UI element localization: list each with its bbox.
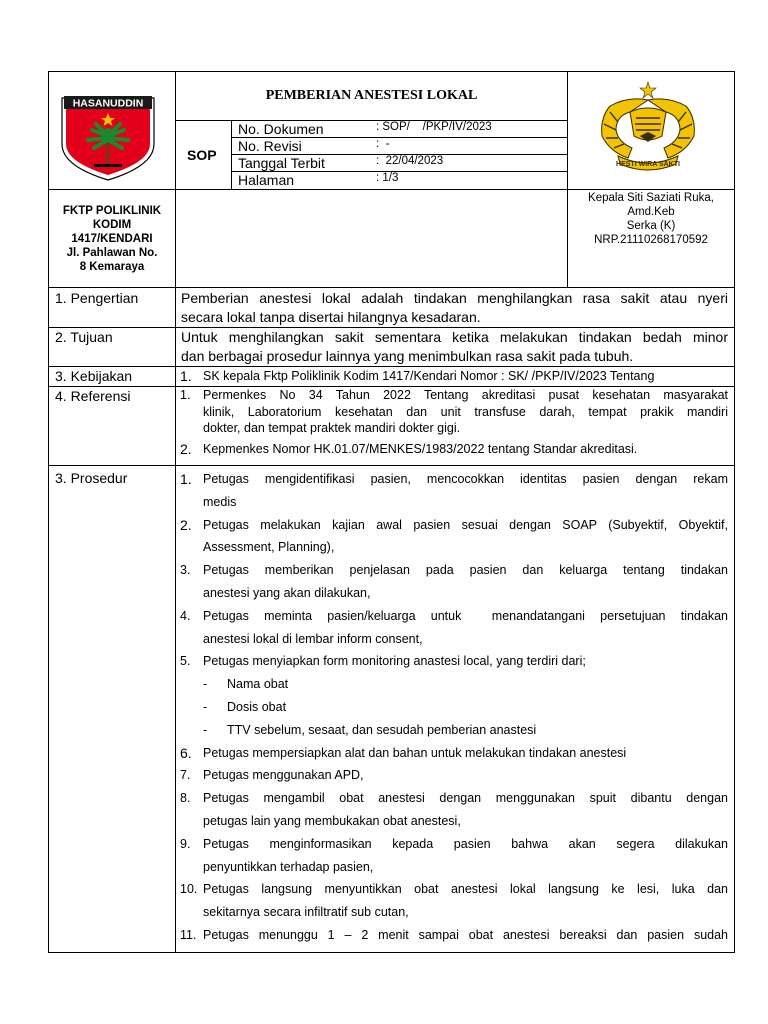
prosedur-line: Petugas mengidentifikasi pasien, mencocokkan identitas pasien dengan rekam (203, 472, 728, 486)
prosedur-line: Petugas melakukan kajian awal pasien sesuai dengan SOAP (Subyektif, Obyektif, (203, 517, 728, 532)
prosedur-line: sekitarnya secara infiltratif sub cutan, (203, 905, 409, 920)
unit-block (49, 204, 175, 274)
subitem-dash: - (203, 677, 208, 692)
subitem-text: Dosis obat (227, 699, 287, 714)
kodam-emblem-logo (588, 78, 708, 178)
prosedur-item (180, 878, 728, 924)
prosedur-line: Petugas memberikan penjelasan pada pasien dan keluarga tentang tindakan (203, 563, 728, 578)
referensi-line: Permenkes No 34 Tahun 2022 Tentang akreditasi pusat kesehatan masyarakat (203, 388, 728, 402)
prosedur-line: Petugas meminta pasien/keluarga untuk menandatangani persetujuan tindakan (203, 608, 728, 623)
prosedur-line: Petugas menyiapkan form monitoring anastesi local, yang terdiri dari; (203, 654, 586, 669)
pengertian-line: secara lokal tanpa disertai hilangnya kesadaran. (181, 309, 481, 325)
document-title: PEMBERIAN ANESTESI LOKAL (265, 88, 478, 103)
prosedur-line: Petugas mengambil obat anestesi dengan menggunakan spuit dibantu dengan (203, 791, 728, 806)
prosedur-item (180, 468, 728, 514)
sop-label: SOP (187, 147, 217, 163)
referensi-num: 1. (180, 388, 191, 402)
subitem-text: TTV sebelum, sesaat, dan sesudah pemberian anastesi (227, 722, 537, 737)
prosedur-line: Assessment, Planning), (203, 540, 335, 555)
prosedur-line: anestesi lokal di lembar inform consent, (203, 631, 423, 646)
prosedur-line: Petugas langsung menyuntikkan obat anestesi lokal langsung ke lesi, luka dan (203, 882, 728, 897)
prosedur-line: medis (203, 494, 237, 509)
prosedur-item (180, 605, 728, 651)
unit-line: 1417/KENDARI (71, 233, 153, 245)
tujuan-text (181, 328, 728, 366)
kebijakan-num: 1. (180, 368, 192, 384)
hasanuddin-logo (58, 92, 158, 182)
prosedur-line: Petugas menginformasikan kepada pasien bahwa akan segera dilakukan (203, 836, 728, 851)
prosedur-line: Petugas mempersiapkan alat dan bahan untuk melakukan tindakan anestesi (203, 745, 627, 760)
prosedur-item (180, 742, 728, 765)
subitem-dash: - (203, 699, 208, 714)
prosedur-num: 4. (180, 608, 191, 623)
tujuan-line: Untuk menghilangkan sakit sementara ketika melakukan tindakan bedah minor (181, 329, 728, 345)
prosedur-num: 10. (180, 882, 198, 897)
signer-line: NRP.21110268170592 (594, 234, 708, 246)
prosedur-line: petugas lain yang membukakan obat anestesi, (203, 813, 461, 828)
prosedur-num: 8. (180, 791, 191, 806)
prosedur-item (180, 833, 728, 879)
meta-label-halaman: Halaman (238, 172, 295, 188)
prosedur-num: 2. (180, 516, 192, 533)
prosedur-num: 11. (180, 927, 197, 942)
signer-line: Kepala Siti Saziati Ruka, (588, 192, 714, 204)
prosedur-item (180, 650, 728, 673)
pengertian-text (181, 289, 728, 327)
prosedur-num: 9. (180, 836, 191, 851)
section-label-pengertian: 1. Pengertian (55, 290, 139, 306)
pengertian-line: Pemberian anestesi lokal adalah tindakan menghilangkan rasa sakit atau nyeri (181, 290, 728, 306)
subitem-dash: - (203, 722, 208, 737)
logo-text: HASANUDDIN (72, 97, 144, 110)
prosedur-line: Petugas menunggu 1 – 2 menit sampai obat anestesi bereaksi dan pasien sudah (203, 927, 728, 942)
referensi-num: 2. (180, 441, 192, 457)
tujuan-line: dan berbagai prosedur lainnya yang menimbulkan rasa sakit pada tubuh. (181, 348, 634, 364)
section-label-referensi: 4. Referensi (55, 388, 131, 404)
signer-line: Amd.Keb (627, 206, 675, 218)
section-label-kebijakan: 3. Kebijakan (55, 368, 133, 384)
prosedur-line: Petugas menggunakan APD, (203, 768, 364, 783)
signer-line: Serka (K) (626, 220, 676, 232)
meta-label-dokumen: No. Dokumen (238, 121, 324, 137)
unit-line: Jl. Pahlawan No. (66, 247, 158, 259)
prosedur-subitem (180, 673, 728, 696)
prosedur-num: 5. (180, 654, 191, 669)
prosedur-num: 1. (180, 471, 192, 487)
referensi-line: dokter, dan tempat praktek mandiri dokter gigi. (203, 421, 461, 435)
prosedur-num: 6. (180, 744, 192, 761)
meta-value-revisi: : - (376, 138, 390, 150)
emblem-motto: HESTI WIRA SAKTI (616, 161, 680, 168)
prosedur-subitem (180, 696, 728, 719)
prosedur-item (180, 924, 728, 947)
prosedur-item (180, 559, 728, 605)
meta-label-revisi: No. Revisi (238, 138, 302, 154)
meta-value-tanggal: : 22/04/2023 (376, 155, 444, 167)
meta-value-halaman: : 1/3 (376, 172, 399, 184)
unit-line: KODIM (92, 219, 132, 231)
signer-block (568, 191, 734, 247)
prosedur-line: anestesi yang akan dilakukan, (203, 585, 371, 600)
prosedur-item (180, 764, 728, 787)
unit-line: 8 Kemaraya (79, 261, 145, 273)
section-label-prosedur: 3. Prosedur (55, 470, 128, 486)
prosedur-subitem (180, 719, 728, 742)
prosedur-num: 3. (180, 563, 191, 578)
kebijakan-text: SK kepala Fktp Poliklinik Kodim 1417/Kendari Nomor : SK/ /PKP/IV/2023 Tentang (203, 369, 655, 383)
section-label-tujuan: 2. Tujuan (55, 329, 113, 345)
unit-line: FKTP POLIKLINIK (62, 205, 162, 217)
referensi-line: Kepmenkes Nomor HK.01.07/MENKES/1983/2022 tentang Standar akreditasi. (203, 442, 638, 456)
meta-label-tanggal: Tanggal Terbit (238, 155, 325, 171)
prosedur-num: 7. (180, 768, 191, 783)
prosedur-item (180, 787, 728, 833)
subitem-text: Nama obat (227, 677, 289, 692)
meta-value-dokumen: : SOP/ /PKP/IV/2023 (376, 121, 492, 133)
prosedur-list (180, 468, 728, 947)
prosedur-line: penyuntikkan terhadap pasien, (203, 859, 374, 874)
referensi-line: klinik, Laboratorium kesehatan dan unit transfuse darah, tempat prakik mandiri (203, 404, 728, 419)
prosedur-item (180, 514, 728, 560)
